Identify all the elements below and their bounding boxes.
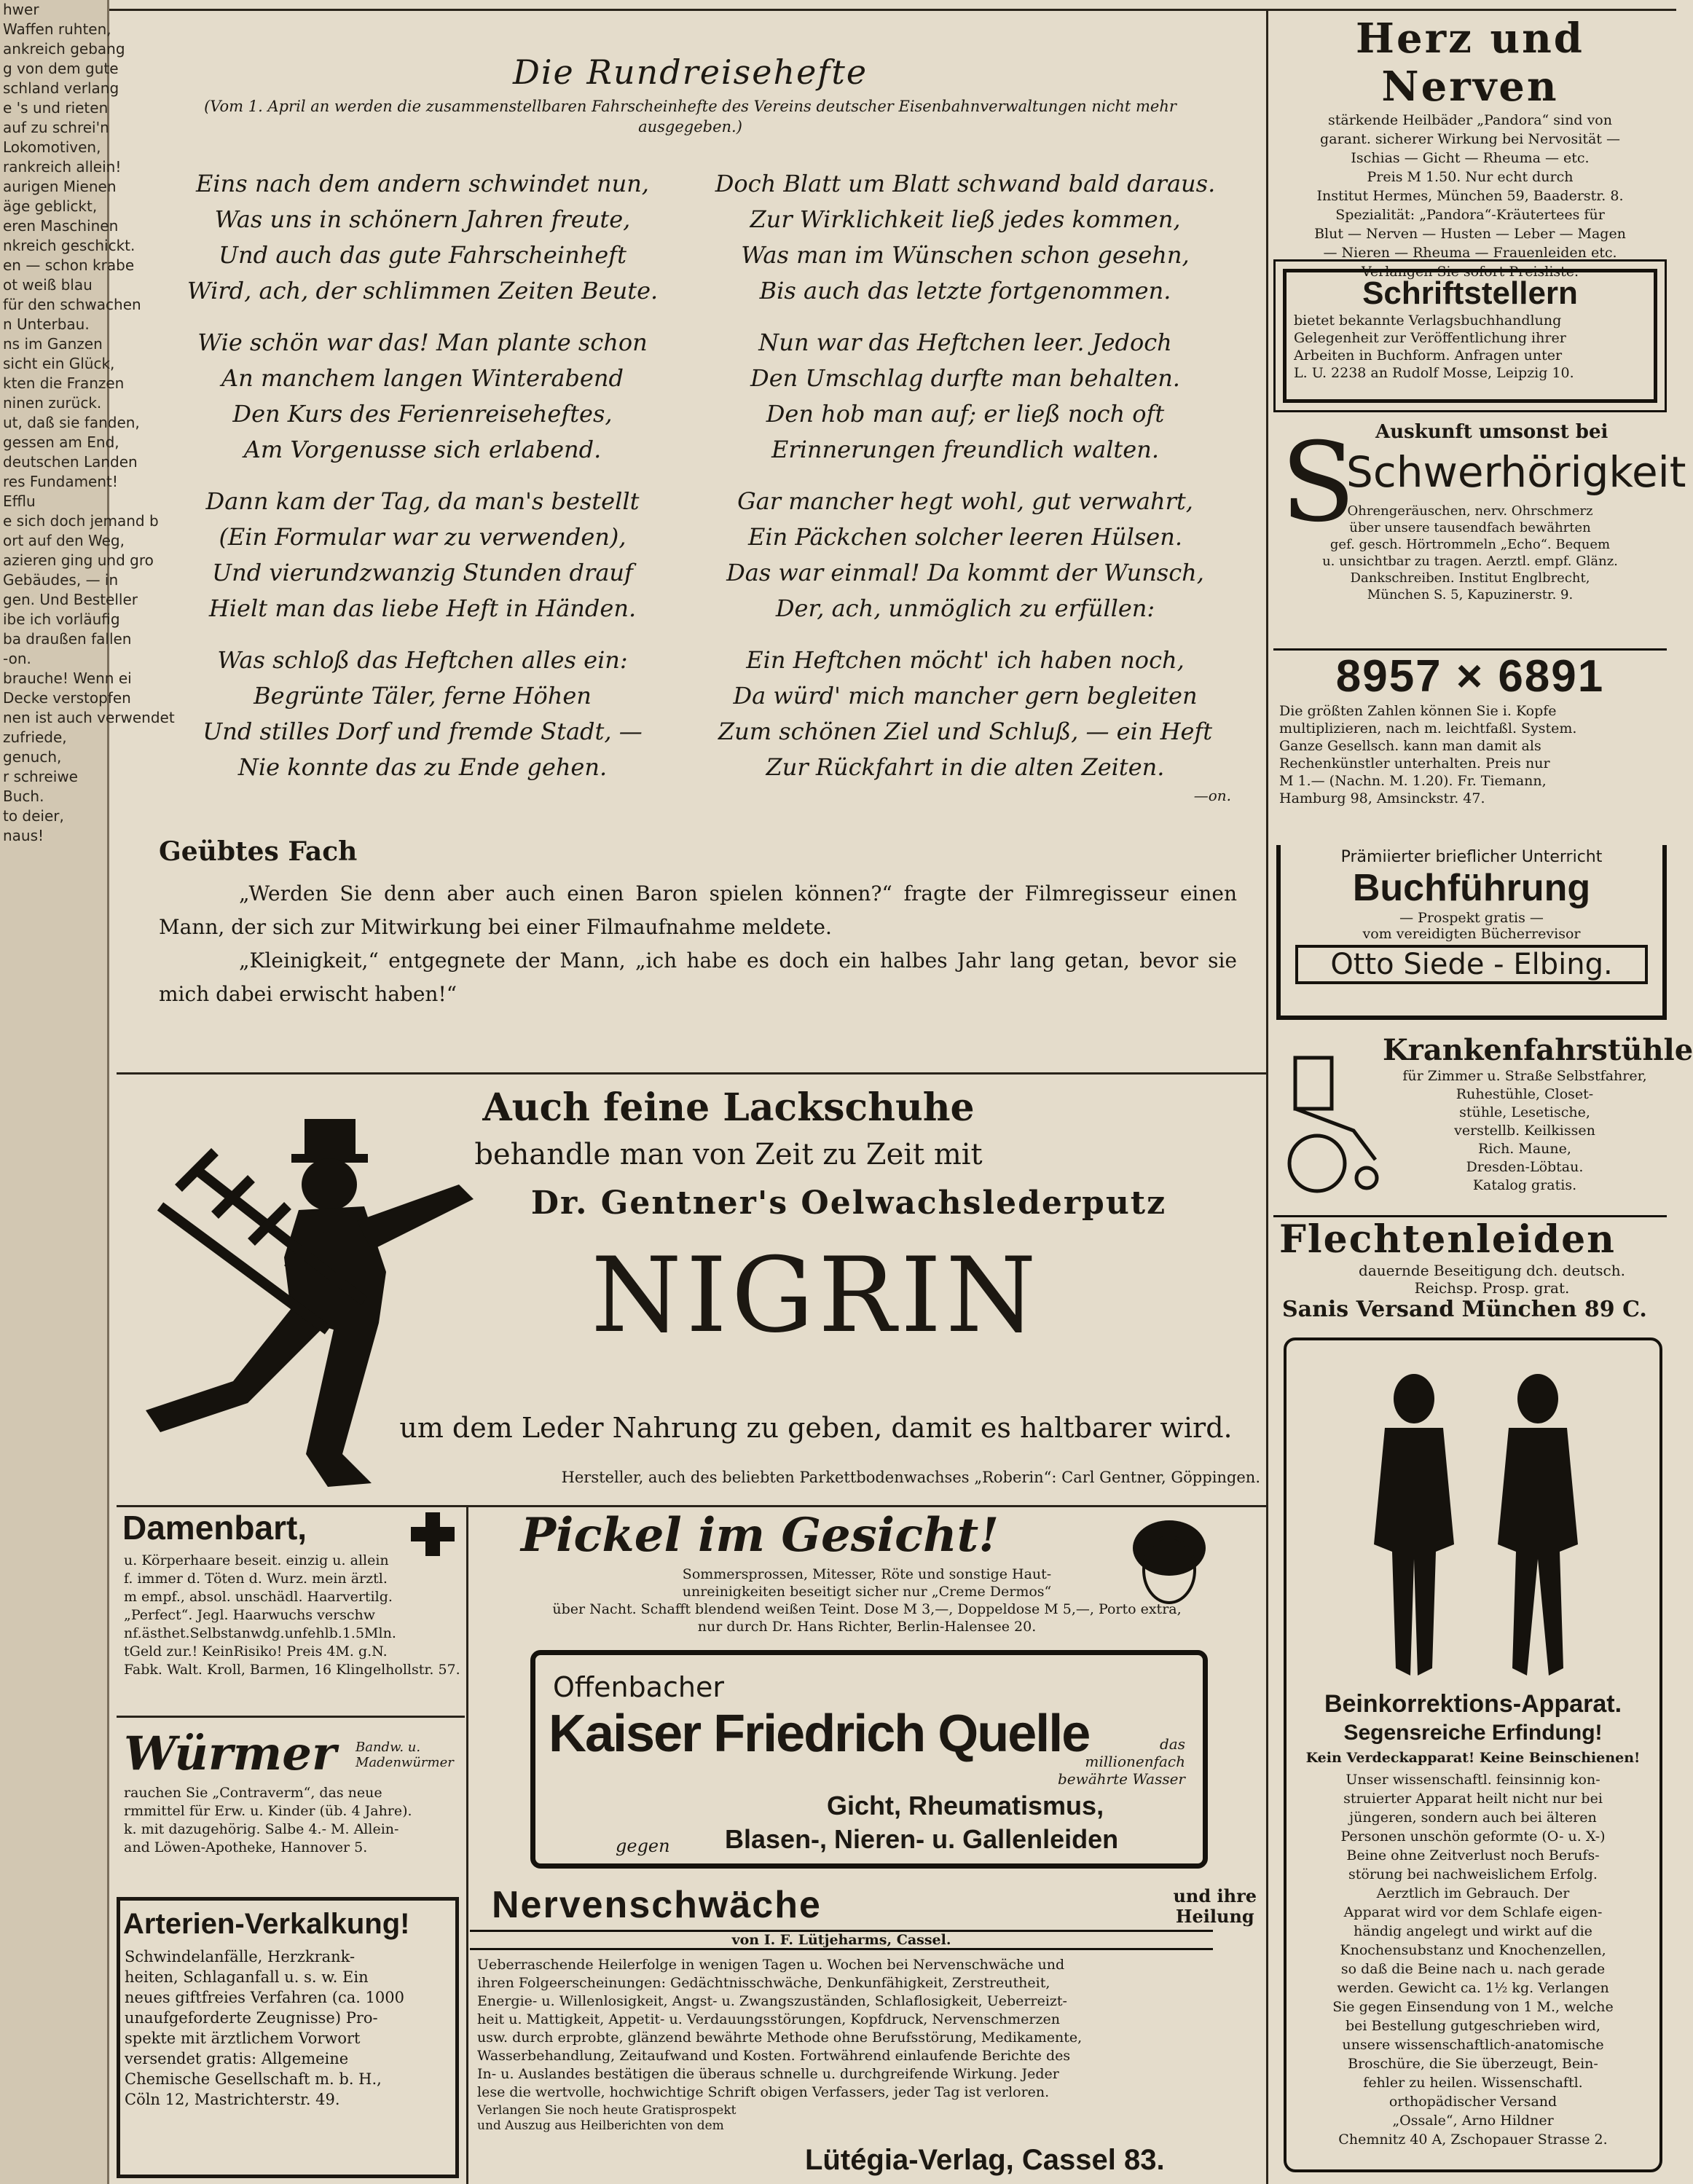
poem-line: Da würd' mich mancher gern begleiten [733,682,1198,710]
quelle-side-line: bewährte Wasser [1057,1770,1185,1788]
herz-line: Blut — Nerven — Husten — Leber — Magen [1314,226,1626,242]
flechten-footer: Sanis Versand München 89 C. [1282,1297,1647,1322]
mult-line: Ganze Gesellsch. kann man damit als [1279,738,1541,754]
bein-line: so daß die Beine nach u. nach gerade [1340,1961,1606,1977]
nerven-footer-small [477,2103,783,2134]
wuermer-line: k. mit dazugehörig. Salbe 4.- M. Allein- [124,1821,399,1837]
wuermer-side: Bandw. u. Madenwürmer [356,1740,454,1770]
herz-line: Preis M 1.50. Nur echt durch [1367,169,1574,185]
poem-line: Begrünte Täler, ferne Höhen [254,682,592,710]
previous-page-fragment: ns im Ganzen [3,335,103,353]
poem-line: Und stilles Dorf und fremde Stadt, — [203,718,643,745]
damenbart-line: Fabk. Walt. Kroll, Barmen, 16 Klingelhollstr. 57. [124,1662,460,1678]
bein-line: Knochensubstanz und Knochenzellen, [1340,1942,1606,1958]
nerven-side-line: und ihre [1173,1885,1257,1906]
poem-line: Am Vorgenusse sich erlabend. [243,436,602,463]
bein-sub: Segensreiche Erfindung! [1343,1721,1603,1745]
previous-page-fragment: Lokomotiven, [3,138,101,156]
buch-title: Buchführung [1352,867,1591,909]
nerven-footer-line: und Auszug aus Heilberichten von dem [477,2118,724,2133]
schwer-line: gef. gesch. Hörtrommeln „Echo“. Bequem [1329,537,1611,552]
previous-page-fragment: to deier, [3,807,64,825]
bein-line: orthopädischer Versand [1388,2094,1558,2110]
wuermer-text [124,1784,465,1857]
previous-page-fragment: hwer [3,1,39,18]
poem-block [117,52,1264,137]
previous-page-fragment: auf zu schrei'n [3,119,109,136]
poem-line: Ein Heftchen möcht' ich haben noch, [746,646,1185,674]
nerven-side-line: Heilung [1175,1906,1254,1927]
quelle-brand: Kaiser Friedrich Quelle [549,1705,1090,1763]
schrift-line: Gelegenheit zur Veröffentlichung ihrer [1294,330,1566,346]
bein-line: werden. Gewicht ca. 1½ kg. Verlangen [1337,1980,1609,1996]
flechten-line: Reichsp. Prosp. grat. [1414,1279,1570,1297]
kranken-line: stühle, Lesetische, [1459,1104,1590,1120]
mult-line: Rechenkünstler unterhalten. Preis nur [1279,755,1550,771]
poem-stanza [696,643,1235,785]
arterien-line: Chemische Gesellschaft m. b. H., [125,2070,382,2088]
buch-line-1: — Prospekt gratis — [1399,910,1544,926]
previous-page-fragment: ninen zurück. [3,394,102,412]
schwer-line: über unsere tausendfach bewährten [1349,520,1591,535]
anecdote-title: Geübtes Fach [159,836,358,867]
previous-page-fragment: ba draußen fallen [3,630,132,648]
nigrin-footer: Hersteller, auch des beliebten Parkettbodenwachses „Roberin“: Carl Gentner, Göppingen. [561,1469,1260,1486]
previous-page-fragment: kten die Franzen [3,374,125,392]
top-rule [109,9,1676,11]
quelle-line-1: Gicht, Rheumatismus, [827,1791,1104,1820]
buch-name: Otto Siede - Elbing. [1295,945,1648,984]
pickel-line: nur durch Dr. Hans Richter, Berlin-Halensee 20. [697,1619,1037,1635]
poem-line: Was uns in schönern Jahren freute, [214,205,631,233]
bein-line: Aerztlich im Gebrauch. Der [1376,1885,1570,1901]
previous-page-fragment: gen. Und Besteller [3,591,138,608]
nigrin-ad [117,1075,1266,1505]
schwer-line: München S. 5, Kapuzinerstr. 9. [1367,587,1574,602]
previous-page-fragment: schland verlang [3,79,119,97]
bein-line: jüngeren, sondern auch bei älteren [1349,1810,1597,1826]
damenbart-title: Damenbart, [122,1509,307,1547]
wuermer-title: Würmer [124,1727,337,1781]
nerven-line: In- u. Auslandes bestätigen die überaus schnelle u. durchgreifende Wirkung. Jeder [477,2066,1059,2082]
bein-line: Apparat wird vor dem Schlafe eigen- [1343,1904,1603,1920]
damenbart-line: f. immer d. Töten d. Wurz. mein ärztl. [124,1571,388,1587]
wheelchair-icon [1273,1050,1383,1196]
bein-text [1291,1770,1655,2149]
wuermer-ad [117,1716,465,1898]
flechten-title: Flechtenleiden [1279,1217,1616,1262]
poem-line: (Ein Formular war zu verwenden), [219,523,626,551]
poem-line: Der, ach, unmöglich zu erfüllen: [775,594,1155,622]
poem-line: Nie konnte das zu Ende gehen. [237,753,608,781]
previous-page-fragment: eren Maschinen [3,217,119,235]
kranken-line: Dresden-Löbtau. [1466,1159,1584,1175]
nerven-line: Wasserbehandlung, Zeitaufwand und Kosten. Fortwährend einlaufende Berichte des [477,2048,1071,2064]
wuermer-line: and Löwen-Apotheke, Hannover 5. [124,1839,368,1855]
poem-title: Die Rundreisehefte [512,52,868,92]
ad-column-divider [466,1505,468,2184]
previous-page-fragment: ankreich gebang [3,40,125,58]
previous-page-fragment: g von dem gute [3,60,119,77]
herz-text [1273,111,1667,281]
previous-page-fragment: für den schwachen [3,296,141,313]
schwer-initial: S [1281,420,1356,546]
nerven-line: ihren Folgeerscheinungen: Gedächtnisschwäche, Denkunfähigkeit, Zerstreutheit, [477,1975,1050,1991]
poem-line: Ein Päckchen solcher leeren Hülsen. [748,523,1182,551]
nerven-side [1173,1886,1257,1927]
mult-line: multiplizieren, nach m. leichtfaßl. System. [1279,720,1577,736]
anecdote-paragraph-2: „Kleinigkeit,“ entgegnete der Mann, „ich habe es doch ein halbes Jahr lang getan, bevor sie mich dabei erwischt haben!“ [159,948,1237,1006]
mult-line: Hamburg 98, Amsinckstr. 47. [1279,790,1485,806]
schwer-line: u. unsichtbar zu tragen. Aerztl. empf. Glänz. [1322,554,1618,569]
damenbart-line: m empf., absol. unschädl. Haarvertilg. [124,1589,393,1605]
poem-line: Dann kam der Tag, da man's bestellt [205,487,640,515]
bein-line: bei Bestellung gutgeschrieben wird, [1346,2018,1600,2034]
previous-page-fragment: Gebäudes, — in [3,571,119,589]
previous-page-fragment: Waffen ruhten, [3,20,111,38]
quelle-side-line: das [1160,1735,1185,1753]
bein-ad [1284,1337,1662,2172]
poem-line: Und auch das gute Fahrscheinheft [219,241,626,269]
previous-page-fragment: e sich doch jemand b [3,512,159,530]
previous-page-fragment: r schreiwe [3,768,78,785]
flechten-line: dauernde Beseitigung dch. deutsch. [1359,1262,1625,1279]
poem-left-column [157,166,688,801]
poem-line: Zur Wirklichkeit ließ jedes kommen, [750,205,1181,233]
mult-ad [1273,648,1667,845]
damenbart-line: u. Körperhaare beseit. einzig u. allein [124,1552,389,1568]
arterien-line: Cöln 12, Mastrichterstr. 49. [125,2091,340,2108]
pickel-title: Pickel im Gesicht! [521,1508,999,1563]
damenbart-line: nf.ästhet.Selbstanwdg.unfehlb.1.5Mln. [124,1625,396,1641]
kranken-line: Rich. Maune, [1478,1141,1571,1157]
poem-line: Zum schönen Ziel und Schluß, — ein Heft [718,718,1213,745]
bein-line: Personen unschön geformte (O- u. X-) [1340,1828,1606,1845]
previous-page-fragment: äge geblickt, [3,197,98,215]
wuermer-line: rmmittel für Erw. u. Kinder (üb. 4 Jahre). [124,1803,412,1819]
poem-line: An manchem langen Winterabend [221,364,624,392]
previous-page-fragment: aurigen Mienen [3,178,117,195]
anecdote-paragraph-1: „Werden Sie denn aber auch einen Baron spielen können?“ fragte der Filmregisseur einen Mann, der sich zur Mitwirkung bei einer Filmaufnahme meldete. [159,881,1237,939]
quelle-gegen: gegen [616,1836,670,1856]
buch-top: Prämiierter brieflicher Unterricht [1340,848,1603,866]
previous-page-fragment: deutschen Landen [3,453,138,471]
poem-line: Doch Blatt um Blatt schwand bald daraus. [715,170,1216,197]
previous-page-fragment: ibe ich vorläufig [3,610,120,628]
nerven-text [477,1956,1264,2102]
previous-page-fragment: zufriede, [3,728,67,746]
nerven-author: von I. F. Lütjeharms, Cassel. [470,1930,1213,1950]
previous-page-fragment: res Fundament! [3,473,118,490]
herz-line: Spezialität: „Pandora“-Kräutertees für [1335,207,1605,223]
poem-line: Gar mancher hegt wohl, gut verwahrt, [737,487,1193,515]
mult-line: M 1.— (Nachn. M. 1.20). Fr. Tiemann, [1279,773,1547,789]
quelle-side [1058,1735,1185,1788]
kranken-text [1383,1067,1667,1195]
schwer-ad [1273,420,1686,647]
column-divider [1266,9,1268,2184]
poem-line: Was man im Wünschen schon gesehn, [741,241,1190,269]
nigrin-line-4: um dem Leder Nahrung zu geben, damit es haltbarer wird. [399,1412,1233,1444]
poem-line: Was schloß das Heftchen alles ein: [217,646,628,674]
wuermer-line: rauchen Sie „Contraverm“, das neue [124,1785,382,1801]
poem-line: Den Umschlag durfte man behalten. [750,364,1180,392]
bein-line: Chemnitz 40 A, Zschopauer Strasse 2. [1338,2132,1608,2148]
poem-stanza [696,166,1235,309]
quelle-side-line: millionenfach [1085,1753,1185,1770]
poem-stanza [157,325,688,468]
arterien-line: heiten, Schlaganfall u. s. w. Ein [125,1968,369,1986]
previous-page-fragment: -on. [3,650,31,667]
poem-line: Zur Rückfahrt in die alten Zeiten. [766,753,1165,781]
previous-page-fragment: sicht ein Glück, [3,355,115,372]
kranken-title: Krankenfahrstühle [1383,1033,1693,1067]
flechten-ad [1273,1215,1667,1332]
schwer-title: Schwerhörigkeit [1346,447,1686,497]
schrift-line: L. U. 2238 an Rudolf Mosse, Leipzig 10. [1294,365,1574,381]
previous-page-fragment: e 's und rieten [3,99,109,117]
damenbart-line: tGeld zur.! KeinRisiko! Preis 4M. g.N. [124,1643,388,1659]
poem-right-column [696,166,1235,801]
poem-stanza [157,484,688,626]
nerven-footer-line: Verlangen Sie noch heute Gratisprospekt [477,2103,736,2118]
pickel-line: unreinigkeiten beseitigt sicher nur „Creme Dermos“ [682,1584,1052,1600]
poem-stanza [696,484,1235,626]
anecdote [159,836,1237,1011]
buch-ad [1276,845,1667,1020]
previous-page-fragment: ot weiß blau [3,276,93,294]
bein-line: fehler zu heilen. Wissenschaftl. [1363,2075,1583,2091]
nigrin-line-2: behandle man von Zeit zu Zeit mit [474,1138,983,1171]
previous-page-fragment: rankreich allein! [3,158,122,176]
bein-line: struierter Apparat heilt nicht nur bei [1343,1791,1603,1807]
bein-line: händig angelegt und wirkt auf die [1354,1923,1592,1939]
previous-page-fragment: gessen am End, [3,433,119,451]
herz-line: Verlangen Sie sofort Preisliste. [1361,264,1579,280]
flechten-text [1317,1262,1667,1297]
herz-line: stärkende Heilbäder „Pandora“ sind von [1327,112,1612,128]
poem-line: Das war einmal! Da kommt der Wunsch, [726,559,1204,586]
herz-title: Herz und Nerven [1356,15,1584,111]
pickel-line: über Nacht. Schafft blendend weißen Teint. Dose M 3,—, Doppeldose M 5,—, Porto extra, [552,1601,1182,1617]
bein-line: unsere wissenschaftlich-anatomische [1342,2037,1604,2053]
arterien-line: versendet gratis: Allgemeine [125,2050,349,2067]
previous-page-fragment: ut, daß sie fanden, [3,414,140,431]
arterien-title: Arterien-Verkalkung! [123,1908,410,1940]
arterien-text [125,1947,455,2110]
schwer-line: Ohrengeräuschen, nerv. Ohrschmerz [1347,503,1593,519]
mult-text [1279,702,1667,807]
nerven-line: Energie- u. Willenlosigkeit, Angst- u. Zwangszuständen, Schlaflosigkeit, Ueberreizt- [477,1993,1067,2009]
kranken-line: Katalog gratis. [1472,1177,1577,1193]
previous-page-fragment: Efflu [3,492,36,510]
poem-line: Und vierundzwanzig Stunden drauf [212,559,633,586]
herz-line: garant. sicherer Wirkung bei Nervosität — [1320,131,1620,147]
arterien-line: neues giftfreies Verfahren (ca. 1000 [125,1989,405,2006]
poem-signature: —on. [1193,787,1231,804]
poem-line: Wird, ach, der schlimmen Zeiten Beute. [186,277,659,305]
woman-face-icon [1126,1515,1213,1617]
buch-line-2: vom vereidigten Bücherrevisor [1362,926,1581,942]
schrift-ad [1273,259,1667,412]
bein-line: störung bei nachweislichem Erfolg. [1348,1866,1598,1882]
herz-line: Ischias — Gicht — Rheuma — etc. [1351,150,1590,166]
poem-subtitle: (Vom 1. April an werden die zusammenstellbaren Fahrscheinhefte des Vereins deutscher Eisenbahnverwaltungen nicht mehr ausgegeben.) [204,98,1177,135]
previous-page-fragment: en — schon krabe [3,256,135,274]
poem-line: Den hob man auf; er ließ noch oft [766,400,1165,428]
kranken-line: verstellb. Keilkissen [1454,1123,1595,1139]
bein-line: Broschüre, die Sie überzeugt, Bein- [1348,2056,1598,2072]
arterien-ad [117,1897,459,2178]
quelle-top: Offenbacher [553,1671,724,1703]
nigrin-line-3: Dr. Gentner's Oelwachslederputz [530,1185,1167,1222]
mult-line: Die größten Zahlen können Sie i. Kopfe [1279,703,1557,719]
previous-page-strip [0,0,175,2184]
previous-page-fragment: Decke verstopfen [3,689,131,707]
bein-line: Sie gegen Einsendung von 1 M., welche [1332,1999,1614,2015]
poem-line: Erinnerungen freundlich walten. [771,436,1159,463]
section-rule [117,1072,1266,1075]
poem-line: Den Kurs des Ferienreiseheftes, [232,400,613,428]
kranken-line: für Zimmer u. Straße Selbstfahrer, [1402,1068,1647,1084]
poem-line: Bis auch das letzte fortgenommen. [759,277,1171,305]
previous-page-fragment: nkreich geschickt. [3,237,135,254]
section-rule [117,1505,1266,1507]
bein-sub2: Kein Verdeckapparat! Keine Beinschienen! [1305,1750,1641,1766]
pickel-line: Sommersprossen, Mitesser, Röte und sonstige Haut- [682,1566,1052,1582]
poem-line: Nun war das Heftchen leer. Jedoch [758,329,1172,356]
schwer-line: Dankschreiben. Institut Englbrecht, [1350,570,1590,586]
schwer-top: Auskunft umsonst bei [1375,421,1608,443]
bein-line: Unser wissenschaftl. feinsinnig kon- [1346,1772,1600,1788]
nigrin-brand: NIGRIN [591,1236,1041,1356]
nerven-footer-big: Lütégia-Verlag, Cassel 83. [805,2144,1165,2176]
damenbart-text [124,1552,465,1679]
previous-page-fragment: naus! [3,827,44,844]
poem-stanza [157,166,688,309]
previous-page-fragment: genuch, [3,748,62,766]
schrift-line: bietet bekannte Verlagsbuchhandlung [1294,313,1562,329]
previous-page-fragment: Buch. [3,787,44,805]
schrift-text [1294,312,1654,382]
nerven-line: usw. durch erprobte, glänzend bewährte Methode ohne Berufsstörung, Medikamente, [477,2030,1083,2046]
arterien-line: unaufgeforderte Zeugnisse) Pro- [125,2009,378,2027]
previous-page-fragment: nen ist auch verwendet [3,709,175,726]
quelle-ad [530,1650,1208,1869]
nerven-line: lese die wertvolle, hochwichtige Schrift obigen Verfassers, jeder Tag ist verloren. [477,2084,1050,2100]
arterien-line: Schwindelanfälle, Herzkrank- [125,1948,356,1965]
previous-page-fragment: brauche! Wenn ei [3,669,132,687]
legs-figures-illustration [1345,1370,1607,1683]
herz-ad [1273,15,1667,280]
kranken-line: Ruhestühle, Closet- [1456,1086,1594,1102]
schrift-line: Arbeiten in Buchform. Anfragen unter [1294,347,1563,364]
cross-icon [411,1512,455,1556]
damenbart-line: „Perfect“. Jegl. Haarwuchs verschw [124,1607,376,1623]
quelle-line-2: Blasen-, Nieren- u. Gallenleiden [725,1824,1119,1854]
nerven-ad [470,1883,1264,2182]
herz-line: Institut Hermes, München 59, Baaderstr. 8. [1316,188,1624,204]
previous-page-fragment: ort auf den Weg, [3,532,125,549]
kranken-ad [1273,1033,1693,1211]
nerven-line: heit u. Mattigkeit, Appetit- u. Verdauungsstörungen, Kopfdruck, Nervenschmerzen [477,2011,1060,2027]
bein-line: „Ossale“, Arno Hildner [1392,2113,1554,2129]
bein-title: Beinkorrektions-Apparat. [1324,1690,1622,1718]
nerven-line: Ueberraschende Heilerfolge in wenigen Tagen u. Wochen bei Nervenschwäche und [477,1957,1065,1973]
poem-line: Eins nach dem andern schwindet nun, [196,170,649,197]
poem-stanza [696,325,1235,468]
bein-line: Beine ohne Zeitverlust noch Berufs- [1346,1847,1600,1863]
previous-page-fragment: azieren ging und gro [3,551,154,569]
poem-line: Hielt man das liebe Heft in Händen. [208,594,637,622]
poem-line: Wie schön war das! Man plante schon [197,329,648,356]
pickel-ad [470,1508,1264,1646]
nigrin-line-1: Auch feine Lackschuhe [482,1085,975,1130]
mult-big: 8957 × 6891 [1335,651,1605,702]
poem-stanza [157,643,688,785]
previous-page-fragment: n Unterbau. [3,315,90,333]
schrift-title: Schriftstellern [1362,275,1578,311]
herz-line: — Nieren — Rheuma — Frauenleiden etc. [1323,245,1617,261]
arterien-line: spekte mit ärztlichem Vorwort [125,2030,361,2047]
damenbart-ad [117,1508,465,1716]
nerven-title: Nervenschwäche [492,1884,822,1926]
